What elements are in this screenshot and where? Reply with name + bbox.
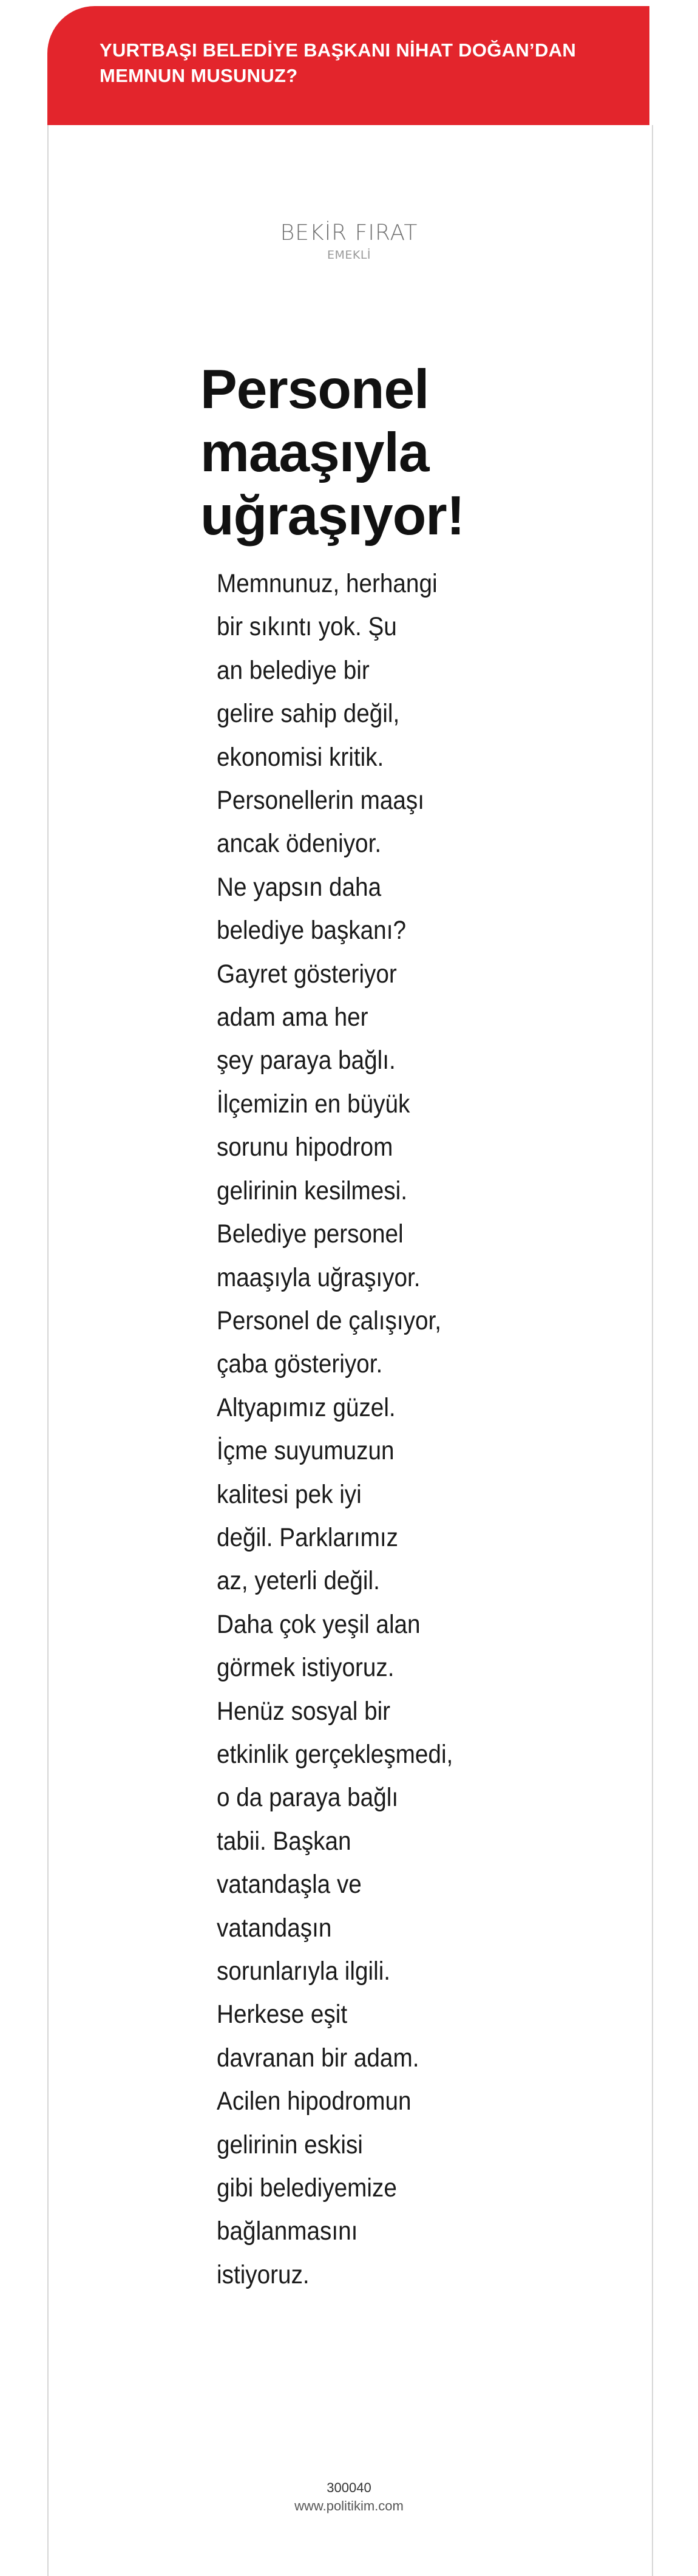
headline-line: Personel [200,359,429,420]
body-line: gelire sahip değil, [217,699,400,729]
body-line: kalitesi pek iyi [217,1479,362,1509]
body-line: Personellerin maaşı [217,786,425,816]
body-line: Henüz sosyal bir [217,1696,391,1726]
body-line: değil. Parklarımız [217,1522,398,1552]
body-line: şey paraya bağlı. [217,1046,396,1075]
body-line: vatandaşın [217,1913,332,1943]
body-line: gibi belediyemize [217,2173,397,2203]
body-line: Acilen hipodromun [217,2087,412,2116]
page-code: 300040 [327,2480,371,2495]
page-footer [0,2479,698,2515]
banner-title-line: MEMNUN MUSUNUZ? [100,65,298,86]
body-line: görmek istiyoruz. [217,1653,395,1683]
body-line: etkinlik gerçekleşmedi, [217,1739,453,1769]
body-line: o da paraya bağlı [217,1783,399,1813]
body-line: Daha çok yeşil alan [217,1609,421,1639]
body-line: sorunu hipodrom [217,1133,393,1162]
body-line: belediye başkanı? [217,916,406,946]
author-block [0,220,698,262]
body-line: gelirinin kesilmesi. [217,1176,408,1205]
body-line: an belediye bir [217,655,370,685]
body-line: Memnunuz, herhangi [217,569,438,598]
body-line: Herkese eşit [217,2000,348,2029]
headline-line: uğraşıyor! [200,485,465,547]
body-line: gelirinin eskisi [217,2130,363,2159]
headline-line: maaşıyla [200,422,429,483]
author-role: EMEKLİ [327,248,371,262]
website-link[interactable]: www.politikim.com [294,2498,404,2513]
author-name: BEKİR FIRAT [280,220,418,245]
body-line: vatandaşla ve [217,1870,362,1900]
body-line: ancak ödeniyor. [217,829,382,859]
body-line: Gayret gösteriyor [217,959,397,989]
body-line: Belediye personel [217,1219,404,1249]
body-line: Ne yapsın daha [217,872,382,902]
body-line: bir sıkıntı yok. Şu [217,612,397,642]
body-line: İçme suyumuzun [217,1436,395,1466]
body-line: ekonomisi kritik. [217,742,384,772]
header-banner [47,6,649,125]
body-line: bağlanmasını [217,2217,358,2246]
body-line: tabii. Başkan [217,1826,351,1856]
body-line: İlçemizin en büyük [217,1089,410,1119]
body-line: çaba gösteriyor. [217,1349,383,1379]
body-line: istiyoruz. [217,2260,310,2289]
banner-title-line: YURTBAŞI BELEDİYE BAŞKANI NİHAT DOĞAN’DAN [100,39,577,61]
article-body [217,562,496,2297]
body-line: sorunlarıyla ilgili. [217,1957,391,1986]
banner-title [100,38,625,89]
body-line: davranan bir adam. [217,2043,419,2073]
body-line: Personel de çalışıyor, [217,1306,441,1335]
body-line: maaşıyla uğraşıyor. [217,1262,421,1292]
body-line: adam ama her [217,1003,368,1032]
body-line: az, yeterli değil. [217,1566,380,1596]
body-line: Altyapımız güzel. [217,1392,396,1422]
article-headline [200,358,516,548]
